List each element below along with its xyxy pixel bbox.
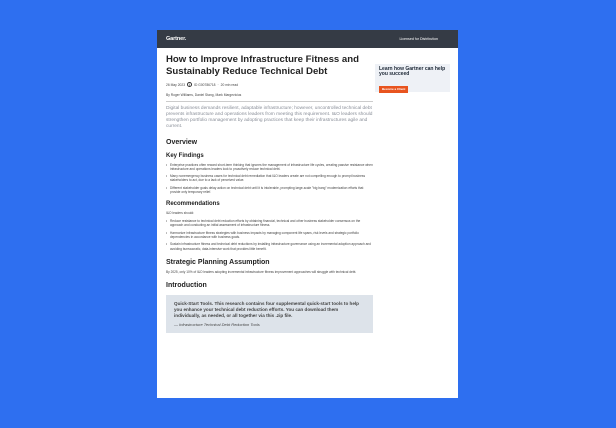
header-bar	[157, 30, 458, 48]
spa-text: By 2025, only 10% of I&O leaders adopting incremental infrastructure fitness improvement approaches will struggle with technical debt.	[166, 269, 357, 274]
quickstart-callout	[166, 295, 373, 333]
recommendations-heading: Recommendations	[166, 201, 220, 208]
divider	[166, 101, 373, 102]
list-item: • Harmonize infrastructure fitness strategies with business impacts by managing component life spans, risk levels and strategic portfolio dependencies in accordance with business goals.	[166, 231, 373, 239]
article-body	[166, 48, 373, 333]
list-item: • Reduce resistance to technical debt reduction efforts by obtaining financial, technical and other business stakeholder consensus on the approach and conducting an initial assessment of infrastructure fitness.	[166, 219, 373, 227]
info-icon[interactable]: i	[187, 82, 192, 87]
quickstart-link[interactable]: — Infrastructure Technical Debt Reduction Tools	[174, 322, 260, 328]
read-time: 20 min read	[220, 82, 239, 87]
findings-list	[166, 163, 373, 195]
publish-date: 26 May 2023	[166, 82, 186, 87]
article-meta	[166, 82, 373, 87]
introduction-heading: Introduction	[166, 282, 207, 290]
become-client-button[interactable]: Become a Client	[379, 86, 408, 93]
gartner-logo[interactable]: Gartner.	[166, 36, 187, 42]
spa-heading: Strategic Planning Assumption	[166, 258, 270, 266]
cta-box	[375, 64, 450, 92]
list-item: • Sustain infrastructure fitness and technical debt reductions by installing infrastructure governance using an incremental adoption approach and avoiding bureaucratic, data-intensive work that provides little benefit.	[166, 242, 373, 250]
overview-heading: Overview	[166, 138, 198, 146]
list-item: • Many nonemergency business cases for technical debt remediation that I&O leaders create are not compelling enough to prompt business stakeholders to act, due to a lack of perceived value.	[166, 174, 373, 182]
list-item: • Different stakeholder goals delay action on technical debt until it is intolerable, prompting large-scale "big bang" modernization efforts that provide only temporary relief.	[166, 186, 373, 194]
list-item: • Enterprise practices often reward short-term thinking that ignores the management of infrastructure life cycles, creating passive resistance when infrastructure and operations leaders look to proactively reduce technical debt.	[166, 163, 373, 171]
authors-line: By Roger Williams, Daniel Stang, Mark Margevicius	[166, 93, 242, 97]
summary-text: Digital business demands resilient, adaptable infrastructure; however, uncontrolled technical debt prevents infrastructure and operations leaders from meeting this requirement. I&O leaders should strengthen portfolio management by adopting practices that keep their infrastructures agile and current.	[166, 105, 373, 130]
licensed-label: Licensed for Distribution	[399, 37, 438, 41]
document-page	[157, 30, 458, 398]
recommendations-list	[166, 219, 373, 251]
meta-separator: ·	[217, 82, 219, 87]
key-findings-heading: Key Findings	[166, 152, 204, 159]
quickstart-text: Quick-Start Tools. This research contains four supplemental quick-start tools to help you enhance your technical debt reduction efforts. You can download them individually, as needed, or all together via this .zip file.	[174, 301, 359, 319]
article-title: How to Improve Infrastructure Fitness and Sustainably Reduce Technical Debt	[166, 54, 359, 77]
document-id: ID G00786718	[194, 82, 216, 87]
cta-heading: Learn how Gartner can help you succeed	[379, 66, 446, 77]
recommendations-lead: I&O leaders should:	[166, 211, 194, 216]
